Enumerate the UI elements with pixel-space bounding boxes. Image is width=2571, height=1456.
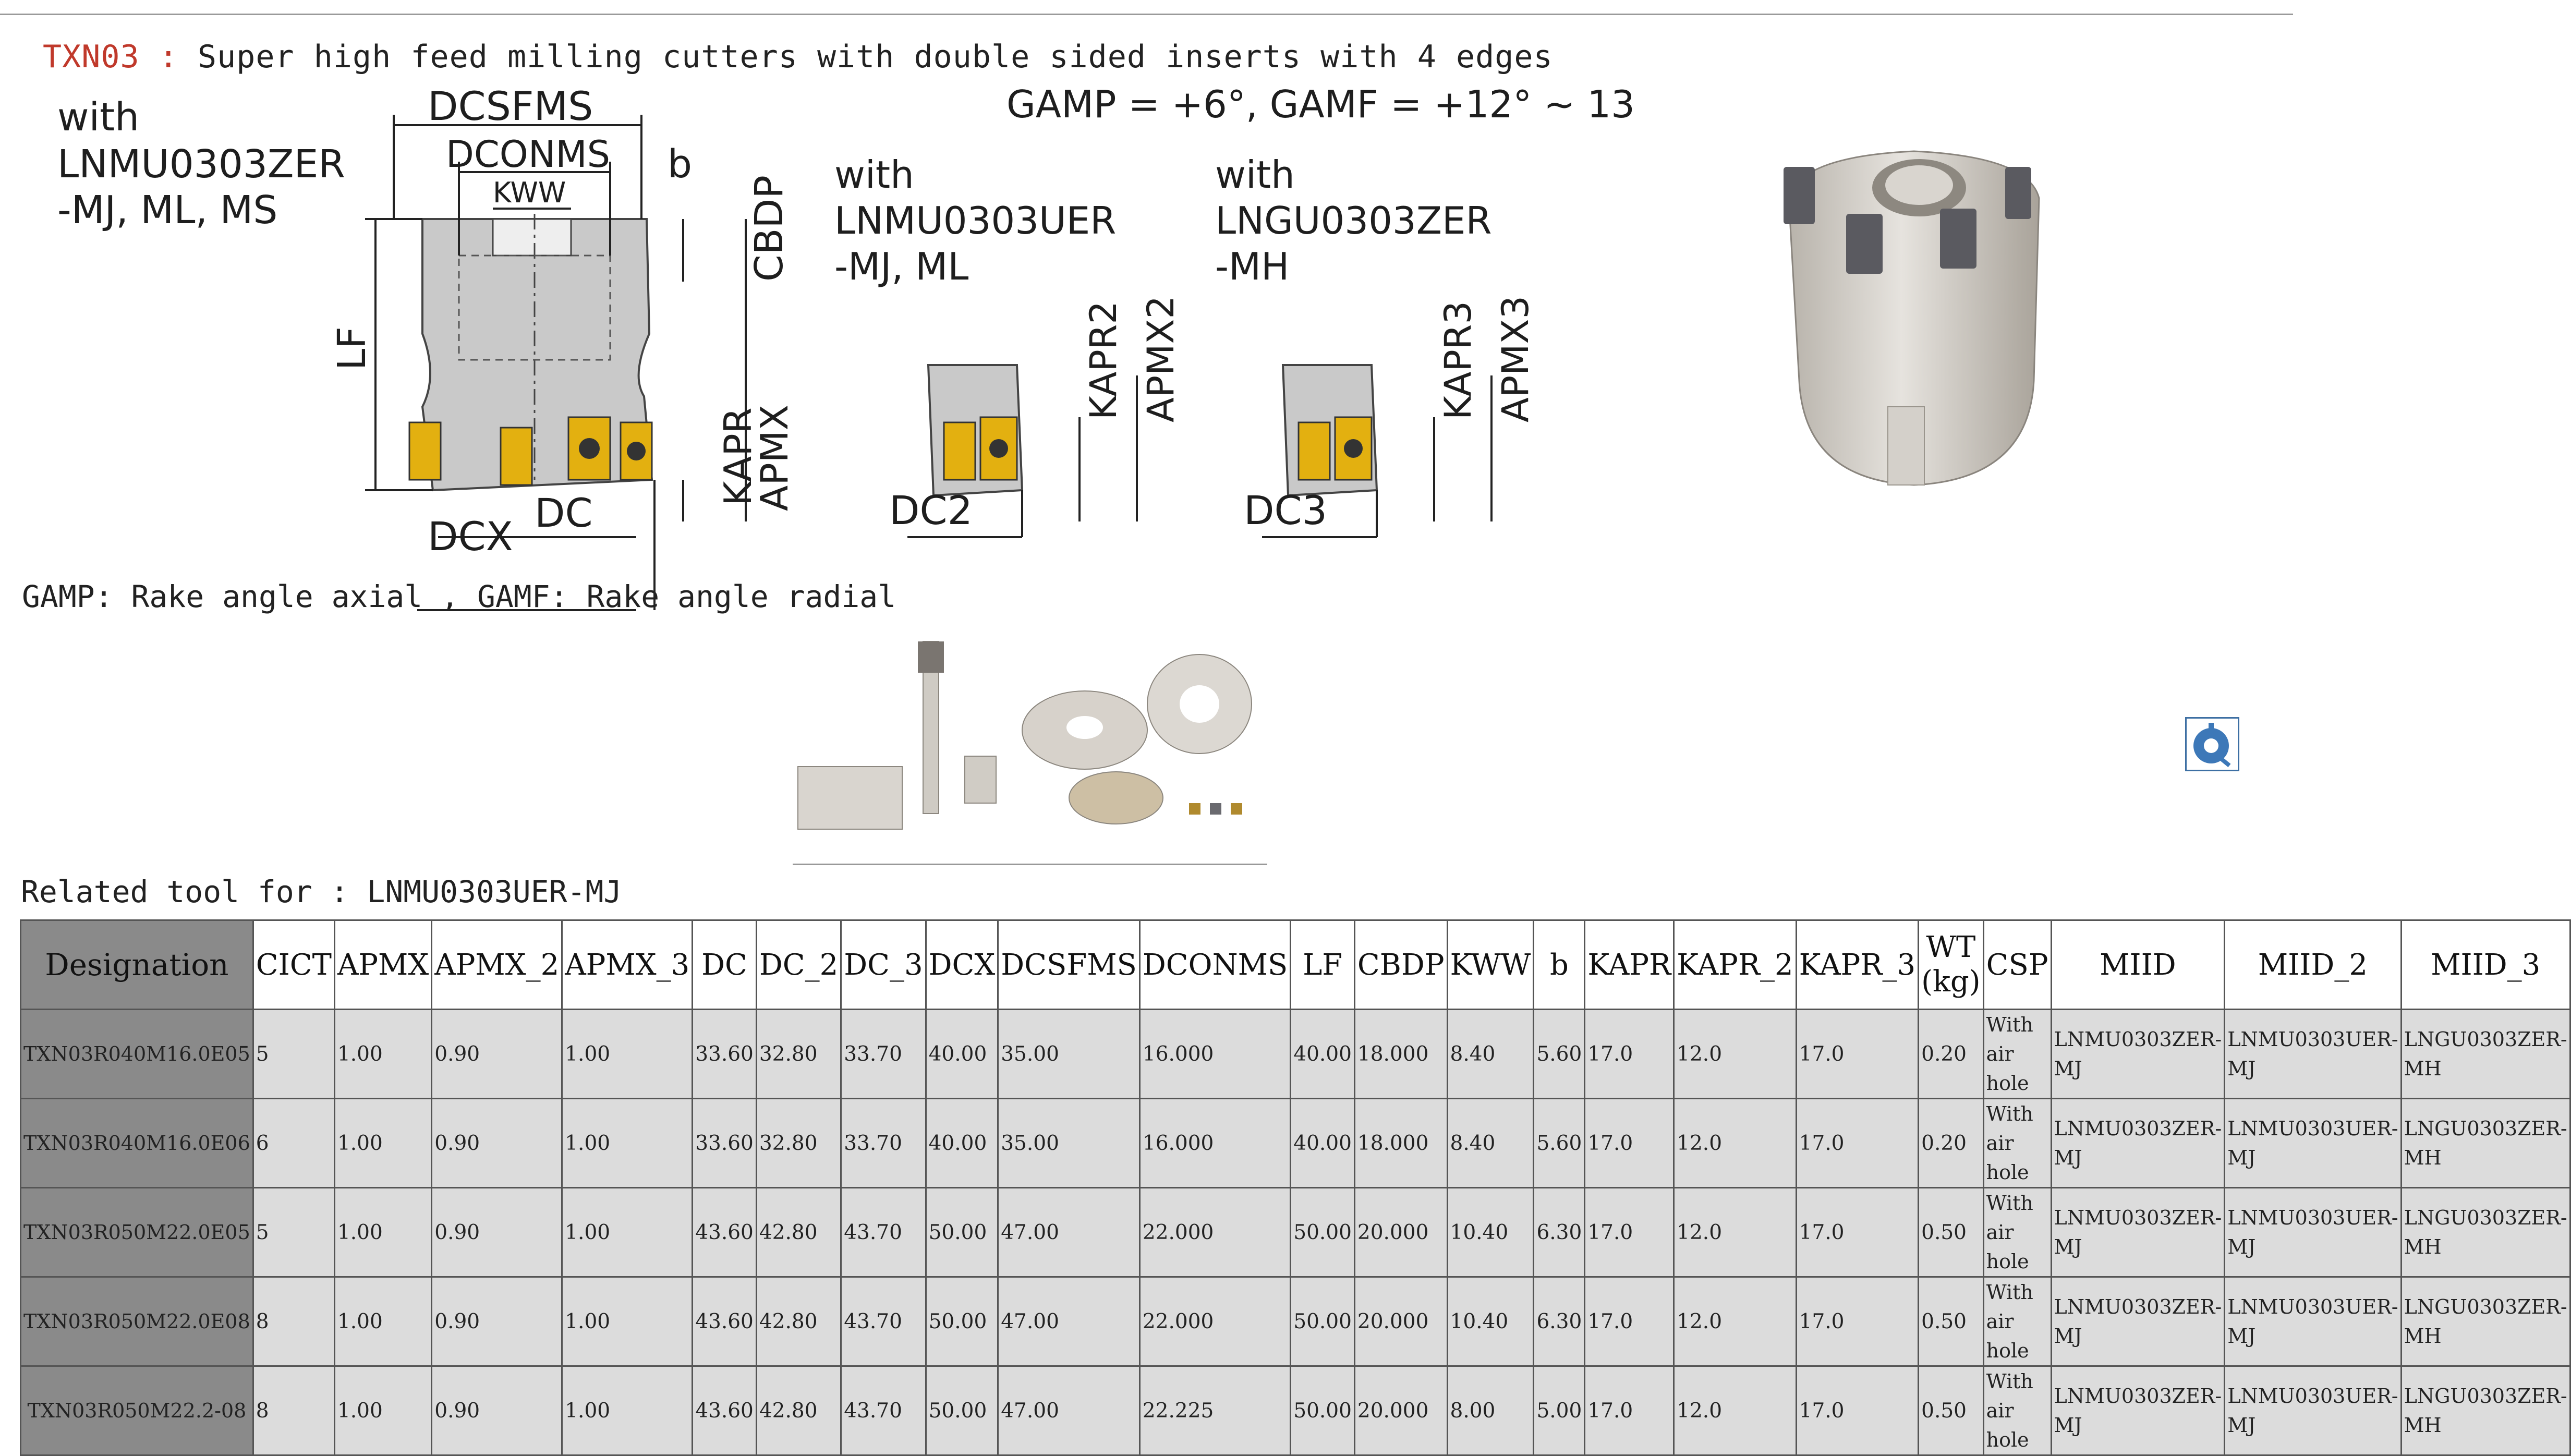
cell-kapr-2: 12.0 (1674, 1010, 1796, 1099)
cell-miid-2: LNMU0303UER-MJ (2225, 1099, 2401, 1188)
table-body (21, 1010, 2570, 1455)
cell-wt: 0.50 (1919, 1277, 1983, 1366)
cell-kww: 8.00 (1447, 1366, 1534, 1455)
cell-apmx-3: 1.00 (562, 1188, 693, 1277)
table-row[interactable] (21, 1010, 2570, 1099)
cell-lf: 40.00 (1291, 1099, 1355, 1188)
cell-cbdp: 18.000 (1354, 1099, 1447, 1188)
cell-apmx-2: 0.90 (432, 1188, 562, 1277)
cell-b: 5.60 (1534, 1010, 1585, 1099)
col-dc[interactable]: DC (693, 920, 757, 1010)
cell-wt: 0.50 (1919, 1366, 1983, 1455)
cell-dcx: 40.00 (926, 1099, 998, 1188)
variant1-line2: LNMU0303ZER (57, 142, 345, 187)
cell-dconms: 16.000 (1139, 1099, 1290, 1188)
cell-apmx-2: 0.90 (432, 1099, 562, 1188)
cell-apmx: 1.00 (334, 1010, 431, 1099)
cell-kapr-2: 12.0 (1674, 1366, 1796, 1455)
col-kapr-2[interactable]: KAPR_2 (1674, 920, 1796, 1010)
cell-dc-2: 42.80 (756, 1188, 841, 1277)
cell-apmx-2: 0.90 (432, 1277, 562, 1366)
col-dc-2[interactable]: DC_2 (756, 920, 841, 1010)
cell-miid-3: LNGU0303ZER-MH (2401, 1366, 2570, 1455)
cell-cict: 8 (253, 1366, 334, 1455)
cell-csp: With air hole (1983, 1188, 2051, 1277)
col-apmx-2[interactable]: APMX_2 (432, 920, 562, 1010)
cell-cict: 6 (253, 1099, 334, 1188)
variant2-line1: with (834, 153, 914, 197)
cell-dc-3: 33.70 (841, 1010, 926, 1099)
variant2-line2: LNMU0303UER (834, 199, 1117, 242)
cell-miid: LNMU0303ZER-MJ (2051, 1099, 2225, 1188)
cell-wt: 0.20 (1919, 1099, 1983, 1188)
dim-apmx3: APMX3 (1494, 296, 1537, 422)
cell-dc: 43.60 (693, 1188, 757, 1277)
cell-miid-2: LNMU0303UER-MJ (2225, 1277, 2401, 1366)
cell-b: 5.00 (1534, 1366, 1585, 1455)
col-dcsfms[interactable]: DCSFMS (998, 920, 1140, 1010)
col-miid[interactable]: MIID (2051, 920, 2225, 1010)
cell-kapr-3: 17.0 (1796, 1366, 1918, 1455)
col-miid-2[interactable]: MIID_2 (2225, 920, 2401, 1010)
cell-cbdp: 18.000 (1354, 1010, 1447, 1099)
col-kapr[interactable]: KAPR (1585, 920, 1674, 1010)
cell-miid: LNMU0303ZER-MJ (2051, 1277, 2225, 1366)
tool-info-icon[interactable] (2185, 717, 2239, 771)
table-row[interactable] (21, 1366, 2570, 1455)
col-apmx-3[interactable]: APMX_3 (562, 920, 693, 1010)
cell-dconms: 16.000 (1139, 1010, 1290, 1099)
col-miid-3[interactable]: MIID_3 (2401, 920, 2570, 1010)
dim-apmx: APMX (753, 404, 796, 511)
col-designation[interactable]: Designation (21, 920, 253, 1010)
cell-designation[interactable]: TXN03R050M22.2-08 (21, 1366, 253, 1455)
cell-dcsfms: 47.00 (998, 1277, 1140, 1366)
dim-cbdp: CBDP (747, 175, 792, 282)
variant2-line3: -MJ, ML (834, 245, 969, 288)
cell-apmx: 1.00 (334, 1099, 431, 1188)
cell-dconms: 22.000 (1139, 1277, 1290, 1366)
variant3-line3: -MH (1215, 245, 1290, 288)
cell-designation[interactable]: TXN03R050M22.0E08 (21, 1277, 253, 1366)
cell-miid-3: LNGU0303ZER-MH (2401, 1277, 2570, 1366)
dim-dconms: DCONMS (446, 133, 611, 176)
cell-kapr: 17.0 (1585, 1099, 1674, 1188)
cell-cbdp: 20.000 (1354, 1188, 1447, 1277)
cell-dcsfms: 47.00 (998, 1366, 1140, 1455)
col-cict[interactable]: CICT (253, 920, 334, 1010)
cell-dcx: 50.00 (926, 1366, 998, 1455)
cell-dc-2: 32.80 (756, 1010, 841, 1099)
cell-designation[interactable]: TXN03R040M16.0E06 (21, 1099, 253, 1188)
cell-miid-3: LNGU0303ZER-MH (2401, 1010, 2570, 1099)
cell-dc-3: 33.70 (841, 1099, 926, 1188)
cell-apmx-3: 1.00 (562, 1010, 693, 1099)
dim-apmx2: APMX2 (1139, 296, 1182, 422)
cell-b: 6.30 (1534, 1277, 1585, 1366)
photo-divider (793, 864, 1267, 865)
cell-csp: With air hole (1983, 1099, 2051, 1188)
cell-dc-2: 42.80 (756, 1366, 841, 1455)
dim-dcx: DCX (428, 513, 513, 560)
cell-dc: 33.60 (693, 1099, 757, 1188)
product-photo (1768, 136, 2060, 501)
col-wt[interactable]: WT (kg) (1919, 920, 1983, 1010)
cell-dcx: 50.00 (926, 1277, 998, 1366)
cell-apmx-3: 1.00 (562, 1099, 693, 1188)
col-csp[interactable]: CSP (1983, 920, 2051, 1010)
cell-kapr-3: 17.0 (1796, 1188, 1918, 1277)
cell-lf: 50.00 (1291, 1188, 1355, 1277)
cell-dcsfms: 35.00 (998, 1010, 1140, 1099)
cell-dcsfms: 47.00 (998, 1188, 1140, 1277)
cell-csp: With air hole (1983, 1277, 2051, 1366)
page-title (43, 39, 1553, 75)
col-kapr-3[interactable]: KAPR_3 (1796, 920, 1918, 1010)
cell-apmx-3: 1.00 (562, 1366, 693, 1455)
dim-kapr2: KAPR2 (1082, 301, 1125, 420)
rake-angle-note: GAMP: Rake angle axial , GAMF: Rake angle radial (22, 579, 896, 614)
cell-apmx: 1.00 (334, 1277, 431, 1366)
cell-kww: 10.40 (1447, 1277, 1534, 1366)
col-dc-3[interactable]: DC_3 (841, 920, 926, 1010)
col-lf[interactable]: LF (1291, 920, 1355, 1010)
cell-miid: LNMU0303ZER-MJ (2051, 1366, 2225, 1455)
application-photo (793, 631, 1272, 855)
cell-dcx: 40.00 (926, 1010, 998, 1099)
dim-lf: LF (330, 326, 374, 370)
table-row[interactable] (21, 1099, 2570, 1188)
cell-kapr: 17.0 (1585, 1277, 1674, 1366)
cell-dc: 43.60 (693, 1277, 757, 1366)
cell-kapr-2: 12.0 (1674, 1188, 1796, 1277)
cell-miid: LNMU0303ZER-MJ (2051, 1010, 2225, 1099)
variant1-line1: with (57, 95, 139, 140)
cell-cict: 5 (253, 1188, 334, 1277)
cell-dconms: 22.225 (1139, 1366, 1290, 1455)
cell-wt: 0.20 (1919, 1010, 1983, 1099)
cell-cict: 5 (253, 1010, 334, 1099)
series-code: TXN03 : (43, 39, 178, 75)
cell-dcx: 50.00 (926, 1188, 998, 1277)
series-title: Super high feed milling cutters with double sided inserts with 4 edges (198, 39, 1553, 75)
cell-kapr: 17.0 (1585, 1366, 1674, 1455)
cell-apmx-3: 1.00 (562, 1277, 693, 1366)
col-cbdp[interactable]: CBDP (1354, 920, 1447, 1010)
cell-kapr-3: 17.0 (1796, 1099, 1918, 1188)
cell-kapr: 17.0 (1585, 1010, 1674, 1099)
cell-dc-2: 42.80 (756, 1277, 841, 1366)
dim-dc: DC (535, 490, 593, 536)
col-apmx[interactable]: APMX (334, 920, 431, 1010)
table-row[interactable] (21, 1277, 2570, 1366)
col-b[interactable]: b (1534, 920, 1585, 1010)
cell-dc: 33.60 (693, 1010, 757, 1099)
cell-apmx: 1.00 (334, 1188, 431, 1277)
dim-kapr: KAPR (716, 407, 760, 506)
cell-miid-3: LNGU0303ZER-MH (2401, 1188, 2570, 1277)
col-dcx[interactable]: DCX (926, 920, 998, 1010)
cell-b: 6.30 (1534, 1188, 1585, 1277)
cell-wt: 0.50 (1919, 1188, 1983, 1277)
cell-lf: 50.00 (1291, 1277, 1355, 1366)
cell-cbdp: 20.000 (1354, 1277, 1447, 1366)
table-header-row (21, 920, 2570, 1010)
cell-lf: 50.00 (1291, 1366, 1355, 1455)
cell-apmx: 1.00 (334, 1366, 431, 1455)
cell-kapr-2: 12.0 (1674, 1277, 1796, 1366)
cell-miid: LNMU0303ZER-MJ (2051, 1188, 2225, 1277)
cell-miid-3: LNGU0303ZER-MH (2401, 1099, 2570, 1188)
cell-miid-2: LNMU0303UER-MJ (2225, 1366, 2401, 1455)
cell-miid-2: LNMU0303UER-MJ (2225, 1188, 2401, 1277)
variant3-line1: with (1215, 153, 1295, 197)
variant1-line3: -MJ, ML, MS (57, 188, 278, 233)
related-tool-heading: Related tool for : LNMU0303UER-MJ (21, 874, 622, 909)
cell-kww: 10.40 (1447, 1188, 1534, 1277)
cell-designation[interactable]: TXN03R050M22.0E05 (21, 1188, 253, 1277)
cell-dc-2: 32.80 (756, 1099, 841, 1188)
cell-dcsfms: 35.00 (998, 1099, 1140, 1188)
cell-kapr-2: 12.0 (1674, 1099, 1796, 1188)
spec-table (20, 919, 2571, 1456)
cell-dconms: 22.000 (1139, 1188, 1290, 1277)
cell-csp: With air hole (1983, 1366, 2051, 1455)
cell-b: 5.60 (1534, 1099, 1585, 1188)
dimension-diagram (21, 82, 1635, 568)
cutter-body-drawing (409, 214, 652, 490)
dim-dc3: DC3 (1244, 487, 1327, 533)
cell-dc: 43.60 (693, 1366, 757, 1455)
dim-b: b (668, 142, 692, 187)
dim-kww: KWW (493, 176, 566, 209)
cell-designation[interactable]: TXN03R040M16.0E05 (21, 1010, 253, 1099)
cell-cict: 8 (253, 1277, 334, 1366)
cell-cbdp: 20.000 (1354, 1366, 1447, 1455)
cell-apmx-2: 0.90 (432, 1366, 562, 1455)
cell-apmx-2: 0.90 (432, 1010, 562, 1099)
dim-dcsfms: DCSFMS (428, 83, 593, 129)
col-kww[interactable]: KWW (1447, 920, 1534, 1010)
rake-angles: GAMP = +6°, GAMF = +12° ~ 13 (1006, 82, 1635, 126)
cell-kww: 8.40 (1447, 1099, 1534, 1188)
table-row[interactable] (21, 1188, 2570, 1277)
cell-dc-3: 43.70 (841, 1188, 926, 1277)
cell-kapr: 17.0 (1585, 1188, 1674, 1277)
top-divider (0, 14, 2293, 15)
col-dconms[interactable]: DCONMS (1139, 920, 1290, 1010)
cell-lf: 40.00 (1291, 1010, 1355, 1099)
cell-csp: With air hole (1983, 1010, 2051, 1099)
cell-kapr-3: 17.0 (1796, 1277, 1918, 1366)
cell-miid-2: LNMU0303UER-MJ (2225, 1010, 2401, 1099)
variant3-line2: LNGU0303ZER (1215, 199, 1492, 242)
dim-dc2: DC2 (889, 487, 973, 533)
cell-kapr-3: 17.0 (1796, 1010, 1918, 1099)
cell-dc-3: 43.70 (841, 1277, 926, 1366)
dim-kapr3: KAPR3 (1437, 301, 1479, 420)
cell-dc-3: 43.70 (841, 1366, 926, 1455)
cell-kww: 8.40 (1447, 1010, 1534, 1099)
